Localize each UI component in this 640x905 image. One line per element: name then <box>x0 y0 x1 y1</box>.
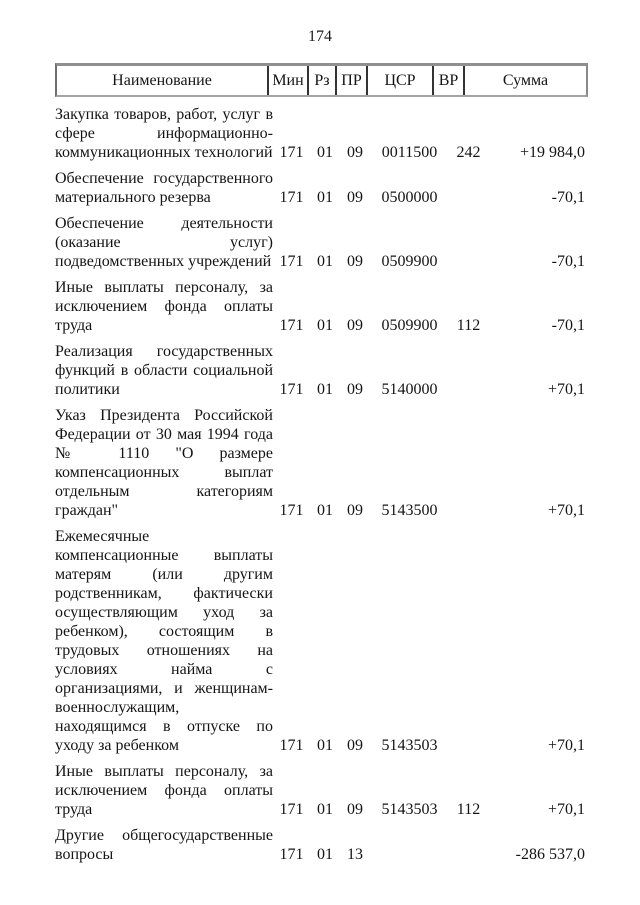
cell-pr: 09 <box>347 737 363 754</box>
cell-name: Иные выплаты персоналу, за исключением фонда оплаты труда <box>55 279 273 334</box>
cell-min: 171 <box>279 189 304 206</box>
cell-min: 171 <box>279 317 304 334</box>
cell-summa: +19 984,0 <box>519 144 585 161</box>
cell-min: 171 <box>279 144 304 161</box>
cell-pr: 09 <box>347 502 363 519</box>
cell-rz: 01 <box>317 317 333 334</box>
column-header-min: Мин <box>269 66 309 95</box>
cell-pr: 09 <box>347 144 363 161</box>
column-header-rz: Рз <box>309 66 337 95</box>
cell-name: Обеспечение государственного материального резерва <box>55 170 273 206</box>
cell-vr: 242 <box>456 144 481 161</box>
cell-pr: 09 <box>347 253 363 270</box>
cell-name: Другие общегосударственные вопросы <box>55 827 273 863</box>
cell-rz: 01 <box>317 801 333 818</box>
cell-min: 171 <box>279 381 304 398</box>
cell-summa: +70,1 <box>547 502 585 519</box>
cell-summa: +70,1 <box>547 801 585 818</box>
cell-vr: 112 <box>456 317 481 334</box>
table-row <box>55 169 588 207</box>
cell-name: Иные выплаты персоналу, за исключением фонда оплаты труда <box>55 763 273 818</box>
cell-pr: 09 <box>347 381 363 398</box>
cell-vr: 112 <box>456 801 481 818</box>
cell-csr: 0509900 <box>381 253 438 270</box>
cell-min: 171 <box>279 846 304 863</box>
cell-min: 171 <box>279 737 304 754</box>
table-row <box>55 278 588 335</box>
cell-csr: 0500000 <box>381 189 438 206</box>
cell-rz: 01 <box>317 189 333 206</box>
cell-csr: 5143503 <box>381 737 438 754</box>
cell-csr: 5140000 <box>381 381 438 398</box>
cell-min: 171 <box>279 502 304 519</box>
cell-rz: 01 <box>317 253 333 270</box>
cell-pr: 09 <box>347 801 363 818</box>
table-row <box>55 826 588 864</box>
column-header-summa: Сумма <box>502 71 549 89</box>
cell-rz: 01 <box>317 737 333 754</box>
column-header-name: Наименование <box>57 66 269 95</box>
table-header-row <box>55 63 588 97</box>
cell-summa: -286 537,0 <box>515 846 585 863</box>
cell-name: Ежемесячные компенсационные выплаты матерям (или другим родственникам, фактически осуществляющим уход за ребенком), состоящим в трудовых отношениях на условиях найма с организациями, и женщинам-военнослужащим, находящимся в отпуске по уходу за ребенком <box>55 528 273 754</box>
cell-csr: 0011500 <box>381 144 438 161</box>
column-header-vr: ВР <box>434 66 465 95</box>
cell-name: Реализация государственных функций в области социальной политики <box>55 343 273 398</box>
table-row <box>55 105 588 162</box>
table-row <box>55 342 588 399</box>
column-header-csr: ЦСР <box>368 66 434 95</box>
cell-name: Указ Президента Российской Федерации от 30 мая 1994 года № 1110 "О размере компенсационных выплат отдельным категориям граждан" <box>55 407 273 519</box>
cell-summa: -70,1 <box>551 253 585 270</box>
cell-rz: 01 <box>317 502 333 519</box>
cell-csr: 5143503 <box>381 801 438 818</box>
cell-name: Обеспечение деятельности (оказание услуг) подведомственных учреждений <box>55 215 273 270</box>
page-number: 174 <box>308 28 332 45</box>
cell-min: 171 <box>279 253 304 270</box>
cell-summa: -70,1 <box>551 189 585 206</box>
cell-csr: 0509900 <box>381 317 438 334</box>
table-body <box>55 105 588 864</box>
table-row <box>55 214 588 271</box>
cell-pr: 13 <box>347 846 363 863</box>
cell-min: 171 <box>279 801 304 818</box>
cell-name: Закупка товаров, работ, услуг в сфере информационно-коммуникационных технологий <box>55 106 273 161</box>
cell-pr: 09 <box>347 189 363 206</box>
cell-pr: 09 <box>347 317 363 334</box>
cell-rz: 01 <box>317 381 333 398</box>
budget-table <box>55 63 588 864</box>
column-header-pr: ПР <box>337 66 368 95</box>
table-row <box>55 406 588 520</box>
cell-rz: 01 <box>317 846 333 863</box>
cell-rz: 01 <box>317 144 333 161</box>
table-row <box>55 762 588 819</box>
cell-summa: -70,1 <box>551 317 585 334</box>
cell-summa: +70,1 <box>547 737 585 754</box>
cell-csr: 5143500 <box>381 502 438 519</box>
cell-summa: +70,1 <box>547 381 585 398</box>
table-row <box>55 527 588 755</box>
